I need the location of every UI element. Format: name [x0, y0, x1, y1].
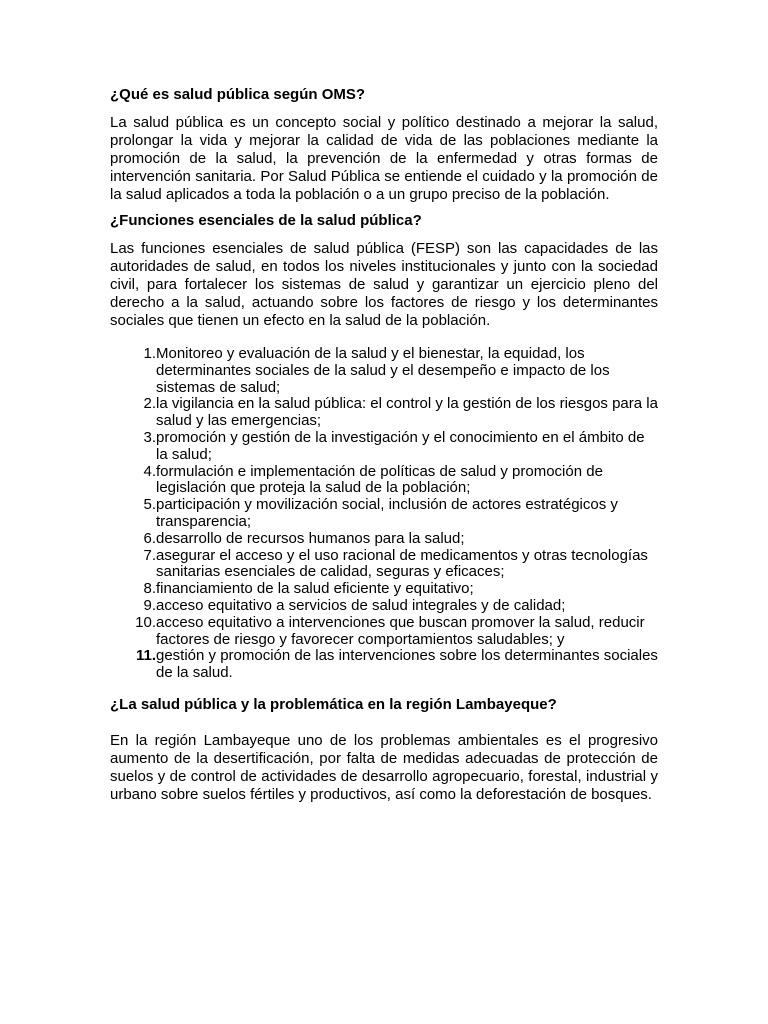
- list-number: 10.: [135, 613, 156, 631]
- section-heading-lambayeque: ¿La salud pública y la problemática en la región Lambayeque?: [110, 695, 557, 713]
- section-heading-oms: ¿Qué es salud pública según OMS?: [110, 86, 366, 103]
- list-number: 1.: [143, 345, 156, 362]
- list-item: [110, 548, 658, 582]
- list-item-text: participación y movilización social, inclusión de actores estratégicos y transparencia;: [156, 496, 618, 530]
- list-item-text: desarrollo de recursos humanos para la salud;: [156, 529, 465, 547]
- paragraph-lambayeque: En la región Lambayeque uno de los problemas ambientales es el progresivo aumento de la desertificación, por falta de medidas adecuadas de protección de suelos y de control de actividades de desarrollo agropecuario, forestal, industrial y urbano sobre suelos fértiles y productivos, así como la deforestación de bosques.: [110, 731, 658, 803]
- list-number: 9.: [143, 596, 156, 614]
- section-heading-functions: ¿Funciones esenciales de la salud pública?: [110, 212, 422, 229]
- list-number: 2.: [143, 395, 156, 413]
- list-item: [110, 615, 658, 649]
- list-item-text: acceso equitativo a intervenciones que buscan promover la salud, reducir factores de riesgo y favorecer comportamientos saludables; y: [156, 613, 645, 648]
- list-number: 11.: [135, 647, 156, 665]
- list-item-text: Monitoreo y evaluación de la salud y el bienestar, la equidad, los determinantes sociales de la salud y el desempeño e impacto de los sistemas de salud;: [156, 345, 610, 396]
- list-number: 7.: [143, 546, 156, 564]
- list-item-text: asegurar el acceso y el uso racional de medicamentos y otras tecnologías sanitarias esenciales de calidad, seguras y eficaces;: [156, 546, 648, 581]
- list-item-text: la vigilancia en la salud pública: el control y la gestión de los riesgos para la salud y las emergencias;: [156, 395, 658, 430]
- functions-list: [110, 346, 658, 682]
- list-number: 6.: [143, 529, 156, 547]
- list-item: [110, 531, 658, 548]
- list-item-text: acceso equitativo a servicios de salud integrales y de calidad;: [156, 596, 566, 614]
- list-number: 5.: [143, 496, 156, 514]
- list-item: [110, 430, 658, 464]
- list-item: [110, 581, 658, 598]
- list-item-text: gestión y promoción de las intervenciones sobre los determinantes sociales de la salud.: [156, 647, 658, 682]
- list-item: [110, 648, 658, 682]
- list-number: 4.: [143, 462, 156, 480]
- list-item: [110, 396, 658, 430]
- list-item: [110, 497, 658, 531]
- list-item-text: promoción y gestión de la investigación y el conocimiento en el ámbito de la salud;: [156, 428, 645, 463]
- paragraph-definition: La salud pública es un concepto social y político destinado a mejorar la salud, prolongar la vida y mejorar la calidad de vida de las poblaciones mediante la promoción de la salud, la prevención de la enfermedad y otras formas de intervención sanitaria. Por Salud Pública se entiende el cuidado y la promoción de la salud aplicados a toda la población o a un grupo preciso de la población.: [110, 114, 658, 203]
- list-item-text: formulación e implementación de políticas de salud y promoción de legislación que proteja la salud de la población;: [156, 462, 603, 497]
- paragraph-fesp: Las funciones esenciales de salud pública (FESP) son las capacidades de las autoridades de salud, en todos los niveles institucionales y junto con la sociedad civil, para fortalecer los sistemas de salud y garantizar un ejercicio pleno del derecho a la salud, actuando sobre los factores de riesgo y los determinantes sociales que tienen un efecto en la salud de la población.: [110, 240, 658, 329]
- list-item: [110, 598, 658, 615]
- list-item-text: financiamiento de la salud eficiente y equitativo;: [156, 580, 474, 598]
- list-number: 8.: [143, 580, 156, 598]
- list-item: [110, 464, 658, 498]
- list-item: [110, 346, 658, 396]
- list-number: 3.: [143, 428, 156, 446]
- document-body: [110, 86, 658, 804]
